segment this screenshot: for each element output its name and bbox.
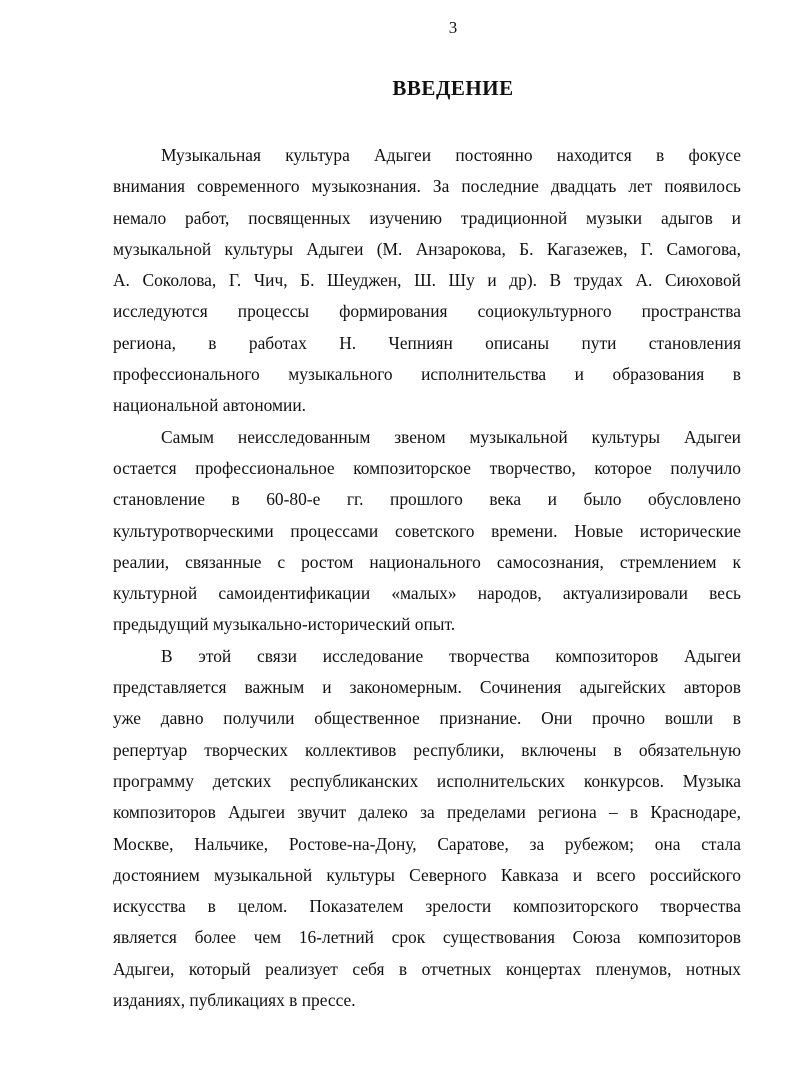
text-line: Адыгеи, который реализует себя в отчетных концертах пленумов, нотных (113, 958, 741, 979)
text-line: достоянием музыкальной культуры Северного Кавказа и всего российского (113, 864, 741, 885)
text-line: музыкальной культуры Адыгеи (М. Анзарокова, Б. Кагазежев, Г. Самогова, (113, 238, 741, 259)
text-line: является более чем 16-летний срок существования Союза композиторов (113, 927, 741, 948)
text-line: внимания современного музыкознания. За последние двадцать лет появилось (113, 176, 741, 197)
text-line: А. Соколова, Г. Чич, Б. Шеуджен, Ш. Шу и др). В трудах А. Сиюховой (113, 270, 741, 291)
text-line: профессионального музыкального исполнительства и образования в (113, 364, 741, 385)
text-line: композиторов Адыгеи звучит далеко за пределами региона – в Краснодаре, (113, 802, 741, 823)
text-line: культуротворческими процессами советского времени. Новые исторические (113, 520, 741, 541)
text-line: представляется важным и закономерным. Сочинения адыгейских авторов (113, 677, 741, 698)
text-line: уже давно получили общественное признание. Они прочно вошли в (113, 708, 741, 729)
text-line: исследуются процессы формирования социокультурного пространства (113, 301, 741, 322)
text-line: репертуар творческих коллективов республики, включены в обязательную (113, 739, 741, 760)
text-line: Музыкальная культура Адыгеи постоянно находится в фокусе (161, 145, 741, 165)
text-line: В этой связи исследование творчества композиторов Адыгеи (161, 645, 741, 666)
text-line: культурной самоидентификации «малых» народов, актуализировали весь (113, 583, 741, 604)
text-line: Самым неисследованным звеном музыкальной культуры Адыгеи (161, 426, 741, 447)
section-title: ВВЕДЕНИЕ (392, 76, 514, 100)
text-line: остается профессиональное композиторское творчество, которое получило (113, 457, 741, 478)
text-line: предыдущий музыкально-исторический опыт. (113, 614, 456, 635)
paragraph (113, 641, 741, 1017)
text-line: национальной автономии. (113, 395, 306, 416)
text-line: искусства в целом. Показателем зрелости композиторского творчества (113, 896, 741, 917)
text-line: изданиях, публикациях в прессе. (113, 990, 356, 1011)
text-line: немало работ, посвященных изучению традиционной музыки адыгов и (113, 207, 741, 228)
document-body (113, 140, 741, 1016)
text-line: реалии, связанные с ростом национального самосознания, стремлением к (113, 551, 741, 572)
text-line: становление в 60-80-е гг. прошлого века и было обусловлено (113, 489, 741, 510)
text-line: Москве, Нальчике, Ростове-на-Дону, Саратове, за рубежом; она стала (113, 833, 741, 854)
paragraph (113, 140, 741, 422)
text-line: программу детских республиканских исполнительских конкурсов. Музыка (113, 770, 741, 791)
paragraph (113, 422, 741, 641)
text-line: региона, в работах Н. Чепниян описаны пути становления (113, 332, 741, 353)
page-number: 3 (448, 18, 458, 37)
